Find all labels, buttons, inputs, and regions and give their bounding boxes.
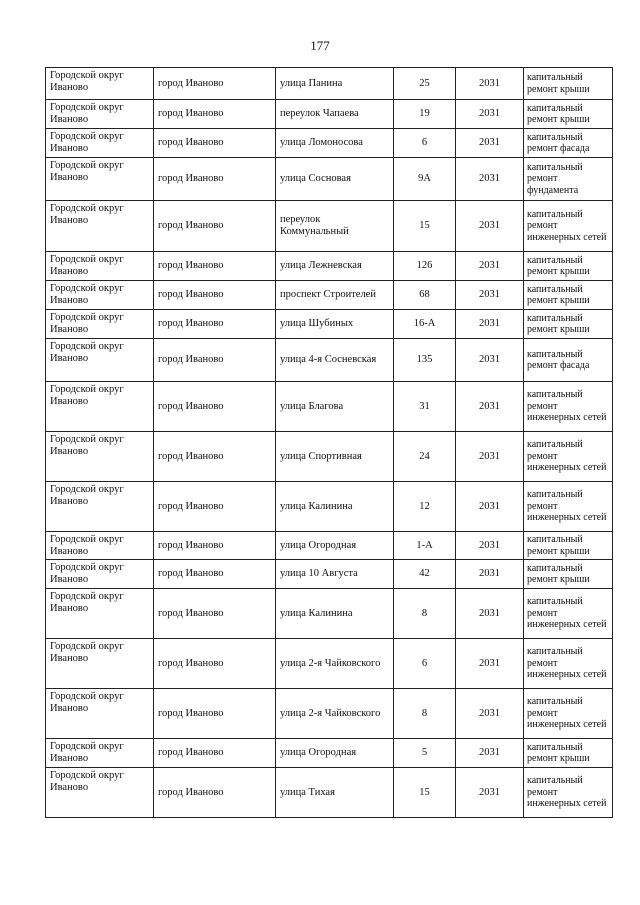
year-cell: 2031 [456,252,524,281]
work-type-cell: капитальный ремонт инженерных сетей [524,432,613,482]
table-row [46,201,613,252]
street-cell: улица Сосновая [276,158,394,201]
year-cell: 2031 [456,201,524,252]
street-cell: улица Спортивная [276,432,394,482]
table-row [46,639,613,689]
table-row [46,281,613,310]
municipality-cell: Городской округ Иваново [46,252,154,281]
house-number-cell: 6 [394,639,456,689]
street-cell: улица Благова [276,382,394,432]
work-type-cell: капитальный ремонт крыши [524,310,613,339]
work-type-cell: капитальный ремонт инженерных сетей [524,639,613,689]
settlement-cell: город Иваново [154,201,276,252]
settlement-cell: город Иваново [154,68,276,100]
street-cell: улица 4-я Сосневская [276,339,394,382]
municipality-cell: Городской округ Иваново [46,382,154,432]
work-type-cell: капитальный ремонт инженерных сетей [524,201,613,252]
table-row [46,382,613,432]
municipality-cell: Городской округ Иваново [46,339,154,382]
street-cell: переулок Чапаева [276,100,394,129]
year-cell: 2031 [456,639,524,689]
settlement-cell: город Иваново [154,281,276,310]
table-row [46,560,613,589]
house-number-cell: 68 [394,281,456,310]
page-number: 177 [310,38,330,53]
year-cell: 2031 [456,532,524,560]
table-row [46,310,613,339]
year-cell: 2031 [456,739,524,768]
street-cell: улица Панина [276,68,394,100]
house-number-cell: 19 [394,100,456,129]
street-cell: улица Калинина [276,482,394,532]
table-row [46,532,613,560]
table-row [46,432,613,482]
municipality-cell: Городской округ Иваново [46,310,154,339]
house-number-cell: 8 [394,589,456,639]
house-number-cell: 5 [394,739,456,768]
work-type-cell: капитальный ремонт инженерных сетей [524,482,613,532]
street-cell: улица Ломоносова [276,129,394,158]
work-type-cell: капитальный ремонт крыши [524,532,613,560]
street-cell: проспект Строителей [276,281,394,310]
municipality-cell: Городской округ Иваново [46,158,154,201]
work-type-cell: капитальный ремонт фасада [524,129,613,158]
settlement-cell: город Иваново [154,382,276,432]
house-number-cell: 15 [394,201,456,252]
settlement-cell: город Иваново [154,158,276,201]
table-row [46,129,613,158]
street-cell: улица Огородная [276,739,394,768]
work-type-cell: капитальный ремонт крыши [524,281,613,310]
work-type-cell: капитальный ремонт крыши [524,68,613,100]
house-number-cell: 12 [394,482,456,532]
settlement-cell: город Иваново [154,129,276,158]
house-number-cell: 6 [394,129,456,158]
house-number-cell: 1-А [394,532,456,560]
house-number-cell: 25 [394,68,456,100]
municipality-cell: Городской округ Иваново [46,482,154,532]
municipality-cell: Городской округ Иваново [46,560,154,589]
municipality-cell: Городской округ Иваново [46,768,154,818]
work-type-cell: капитальный ремонт крыши [524,560,613,589]
work-type-cell: капитальный ремонт крыши [524,252,613,281]
street-cell: улица 2-я Чайковского [276,639,394,689]
year-cell: 2031 [456,158,524,201]
municipality-cell: Городской округ Иваново [46,589,154,639]
settlement-cell: город Иваново [154,739,276,768]
street-cell: улица Лежневская [276,252,394,281]
table-row [46,68,613,100]
house-number-cell: 9А [394,158,456,201]
year-cell: 2031 [456,68,524,100]
year-cell: 2031 [456,100,524,129]
housing-repair-table [45,67,613,818]
work-type-cell: капитальный ремонт крыши [524,739,613,768]
municipality-cell: Городской округ Иваново [46,689,154,739]
municipality-cell: Городской округ Иваново [46,68,154,100]
year-cell: 2031 [456,768,524,818]
municipality-cell: Городской округ Иваново [46,129,154,158]
street-cell: переулок Коммунальный [276,201,394,252]
table-row [46,252,613,281]
work-type-cell: капитальный ремонт инженерных сетей [524,589,613,639]
municipality-cell: Городской округ Иваново [46,201,154,252]
municipality-cell: Городской округ Иваново [46,532,154,560]
work-type-cell: капитальный ремонт фасада [524,339,613,382]
table-row [46,739,613,768]
house-number-cell: 126 [394,252,456,281]
settlement-cell: город Иваново [154,310,276,339]
work-type-cell: капитальный ремонт инженерных сетей [524,382,613,432]
year-cell: 2031 [456,310,524,339]
year-cell: 2031 [456,589,524,639]
house-number-cell: 31 [394,382,456,432]
municipality-cell: Городской округ Иваново [46,100,154,129]
house-number-cell: 15 [394,768,456,818]
settlement-cell: город Иваново [154,482,276,532]
table-row [46,339,613,382]
year-cell: 2031 [456,689,524,739]
house-number-cell: 16-А [394,310,456,339]
street-cell: улица Тихая [276,768,394,818]
municipality-cell: Городской округ Иваново [46,639,154,689]
settlement-cell: город Иваново [154,560,276,589]
year-cell: 2031 [456,560,524,589]
settlement-cell: город Иваново [154,689,276,739]
settlement-cell: город Иваново [154,432,276,482]
street-cell: улица Огородная [276,532,394,560]
year-cell: 2031 [456,129,524,158]
settlement-cell: город Иваново [154,589,276,639]
house-number-cell: 135 [394,339,456,382]
municipality-cell: Городской округ Иваново [46,432,154,482]
table-row [46,689,613,739]
year-cell: 2031 [456,432,524,482]
municipality-cell: Городской округ Иваново [46,739,154,768]
street-cell: улица Калинина [276,589,394,639]
year-cell: 2031 [456,482,524,532]
house-number-cell: 42 [394,560,456,589]
work-type-cell: капитальный ремонт инженерных сетей [524,689,613,739]
table-row [46,100,613,129]
settlement-cell: город Иваново [154,100,276,129]
street-cell: улица 2-я Чайковского [276,689,394,739]
settlement-cell: город Иваново [154,532,276,560]
work-type-cell: капитальный ремонт крыши [524,100,613,129]
street-cell: улица Шубиных [276,310,394,339]
municipality-cell: Городской округ Иваново [46,281,154,310]
house-number-cell: 8 [394,689,456,739]
street-cell: улица 10 Августа [276,560,394,589]
year-cell: 2031 [456,281,524,310]
year-cell: 2031 [456,339,524,382]
table-row [46,482,613,532]
year-cell: 2031 [456,382,524,432]
table-row [46,589,613,639]
table-row [46,158,613,201]
settlement-cell: город Иваново [154,768,276,818]
settlement-cell: город Иваново [154,339,276,382]
work-type-cell: капитальный ремонт инженерных сетей [524,768,613,818]
table-row [46,768,613,818]
settlement-cell: город Иваново [154,252,276,281]
house-number-cell: 24 [394,432,456,482]
work-type-cell: капитальный ремонт фундамента [524,158,613,201]
settlement-cell: город Иваново [154,639,276,689]
